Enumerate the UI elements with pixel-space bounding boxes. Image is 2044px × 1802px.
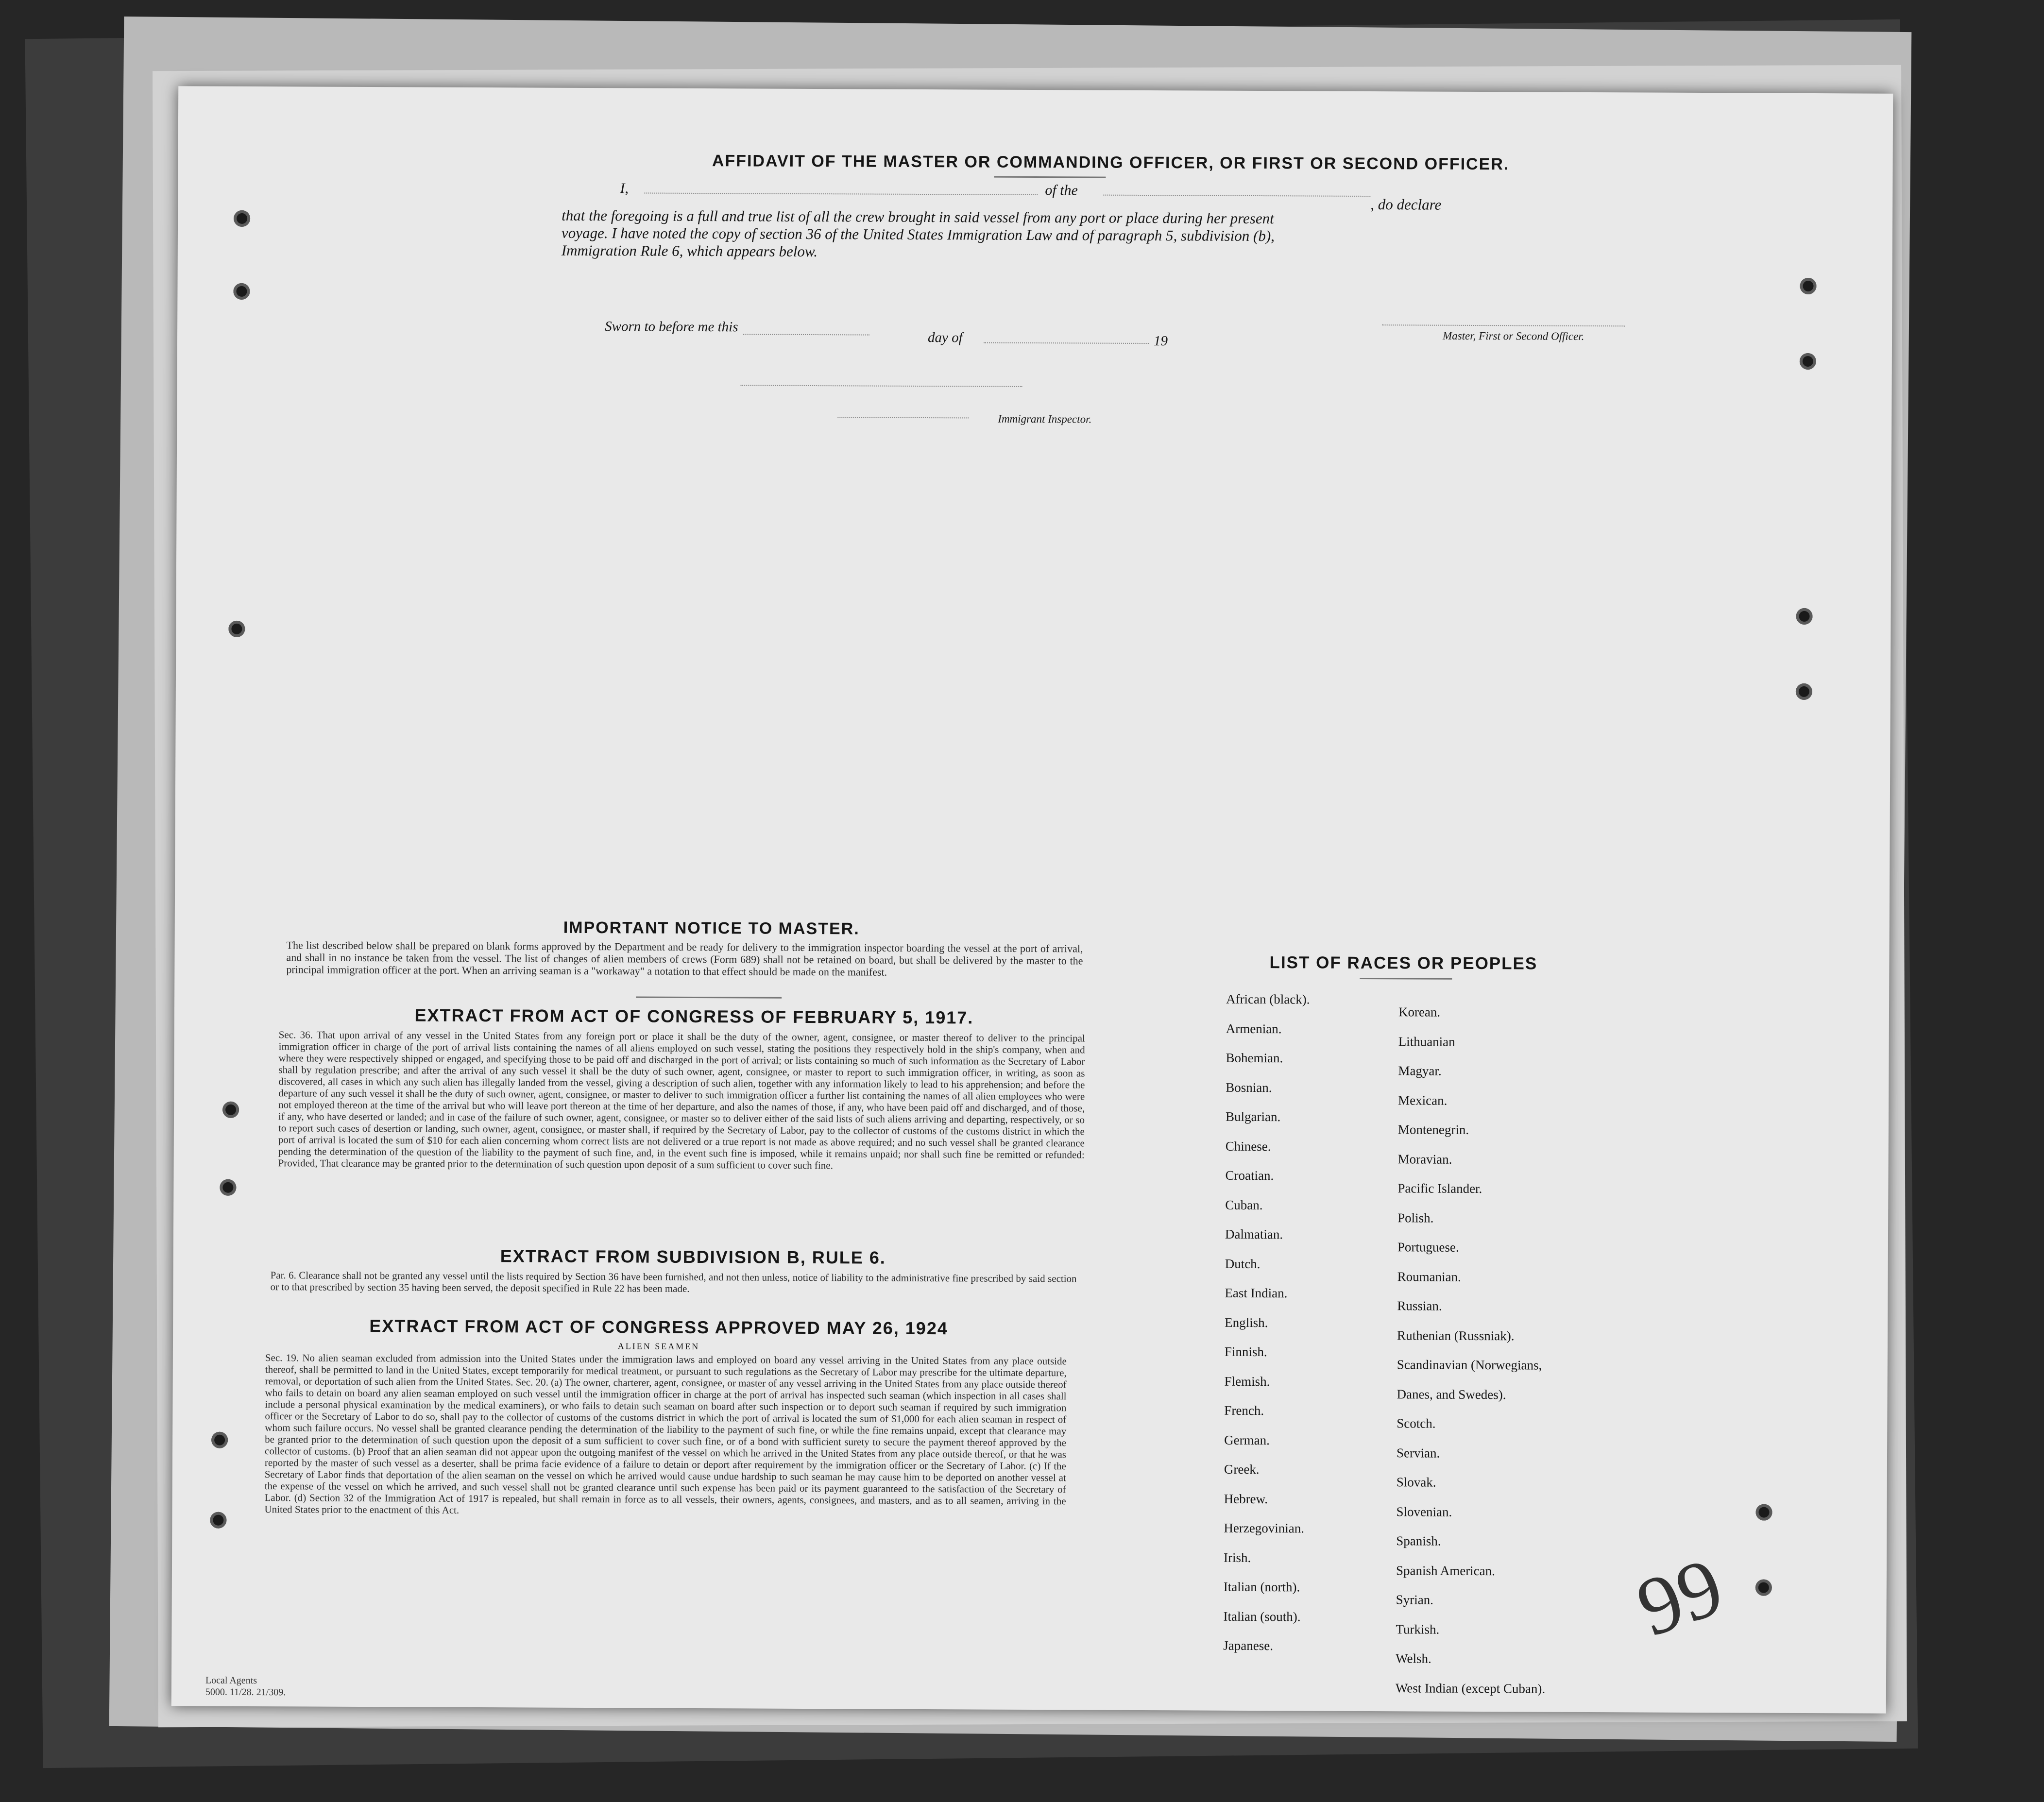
race-entry: Turkish. [1396, 1621, 1440, 1637]
inspector-signature-line [837, 417, 969, 418]
race-entry: Italian (north). [1223, 1579, 1300, 1595]
race-entry: Lithuanian [1398, 1034, 1455, 1049]
punch-hole [228, 621, 245, 637]
race-entry: Greek. [1224, 1462, 1260, 1477]
race-entry: Portuguese. [1397, 1240, 1459, 1255]
race-entry: English. [1225, 1315, 1268, 1330]
extract-1917-heading: EXTRACT FROM ACT OF CONGRESS OF FEBRUARY 5, 1917. [414, 1005, 974, 1028]
race-entry: Armenian. [1226, 1021, 1282, 1036]
race-entry: Spanish. [1396, 1533, 1441, 1548]
races-heading: LIST OF RACES OR PEOPLES [1269, 953, 1538, 973]
footer [205, 1675, 286, 1699]
race-entry: Hebrew. [1224, 1491, 1268, 1506]
race-entry: Magyar. [1398, 1063, 1442, 1078]
race-entry: Polish. [1397, 1210, 1434, 1225]
race-entry: Pacific Islander. [1397, 1181, 1482, 1196]
race-entry: Syrian. [1396, 1592, 1434, 1607]
race-entry: Chinese. [1225, 1139, 1271, 1154]
race-entry: Mexican. [1398, 1092, 1448, 1108]
race-entry: Dalmatian. [1225, 1226, 1283, 1242]
name-blank [644, 193, 1038, 196]
punch-hole [211, 1432, 228, 1448]
race-entry: Danes, and Swedes). [1397, 1386, 1506, 1402]
race-entry: Finnish. [1224, 1344, 1267, 1360]
affidavit-i-label: I, [620, 180, 629, 197]
extract-1917-text: Sec. 36. That upon arrival of any vessel in the United States from any foreign port or place it shall be the duty of the owner, agent, consignee, or master thereof to deliver to the principal immigration officer in charge of the port of arrival lists containing the names of all aliens employed on such vessel, stating the positions they respectively hold in the ship's company, when and where they were respectively shipped or engaged, and specifying those to be paid off and discharged in the port of arrival; or lists containing so much of such information as the Secretary of Labor shall by regulation prescribe; and after the arrival of any such vessel it shall be the duty of such owner, agent, consignee, or master to report to such immigration officer, in writing, as soon as discovered, all cases in which any such alien has illegally landed from the vessel, giving a description of such alien, together with any information likely to lead to his apprehension; and before the departure of any such vessel it shall be the duty of such owner, agent, consignee, or master to deliver to such immigration officer a further list containing the names of all alien employees who were not employed thereon at the time of the arrival but who will leave port thereon at the time of her departure, and also the names of those, if any, who have been paid off and discharged, and of those, if any, who have deserted or landed; and in case of the failure of such owner, agent, consignee, or master so to deliver either of the said lists of such aliens arriving and departing, respectively, or so to report such cases of desertion or landing, such owner, agent, consignee, or master shall, if required by the Secretary of Labor, pay to the collector of customs of the customs district in which the port of arrival is located the sum of $10 for each alien concerning whom correct lists are not delivered or a true report is not made as above required; and no such vessel shall be granted clearance pending the determination of the question of the liability to the payment of such fine, and, in the event such fine is imposed, while it remains unpaid; nor shall such fine be remitted or refunded: Provided, That clearance may be granted prior to the determination of such question upon deposit of a sum sufficient to cover such fine. [278, 1029, 1085, 1172]
notice-text: The list described below shall be prepared on blank forms approved by the Department and be ready for delivery to the immigration inspector boarding the vessel at the port of arrival, and shall in no instance be taken from the vessel. The list of changes of alien members of crews (Form 689) shall not be retained on board, but shall be delivered by the master to the principal immigration officer at the port. When an arriving seaman is a "workaway" a notation to that effect should be made on the manifest. [286, 939, 1083, 978]
race-entry: East Indian. [1225, 1285, 1288, 1301]
punch-hole [210, 1512, 226, 1529]
affidavit-of-the-label: of the [1045, 182, 1078, 199]
notice-heading: IMPORTANT NOTICE TO MASTER. [563, 918, 860, 938]
punch-hole [1800, 353, 1816, 370]
race-entry: Spanish American. [1396, 1563, 1496, 1578]
race-entry: African (black). [1226, 991, 1310, 1007]
affidavit-heading: AFFIDAVIT OF THE MASTER OR COMMANDING OFFICER, OR FIRST OR SECOND OFFICER. [712, 152, 1510, 174]
punch-hole [1755, 1580, 1772, 1596]
divider [994, 176, 1106, 178]
affidavit-line: voyage. I have noted the copy of section 36 of the United States Immigration Law and of paragraph 5, subdivision (b), [561, 224, 1275, 245]
rule6-heading: EXTRACT FROM SUBDIVISION B, RULE 6. [500, 1246, 886, 1268]
manifest-page [171, 86, 1893, 1713]
month-blank [984, 342, 1149, 344]
punch-hole [222, 1102, 239, 1118]
race-entry: Korean. [1398, 1004, 1441, 1020]
race-entry: Dutch. [1225, 1256, 1260, 1271]
year-label: 19 [1153, 333, 1168, 349]
race-entry: Flemish. [1224, 1374, 1270, 1389]
punch-hole [220, 1179, 236, 1196]
race-entry: Roumanian. [1397, 1269, 1461, 1284]
race-entry: Bohemian. [1226, 1050, 1283, 1066]
race-entry: Irish. [1224, 1550, 1251, 1565]
vessel-blank [1103, 195, 1370, 197]
punch-hole [1796, 608, 1812, 625]
sworn-label: Sworn to before me this [605, 319, 738, 335]
divider [1360, 978, 1452, 980]
race-entry: Bulgarian. [1225, 1109, 1281, 1124]
race-entry: Moravian. [1397, 1151, 1452, 1167]
punch-hole [234, 210, 250, 227]
print-code: 5000. 11/28. 21/309. [205, 1686, 286, 1698]
extract-1924-text: Sec. 19. No alien seaman excluded from admission into the United States under the immigration laws and employed on board any vessel arriving in the United States from any place outside thereof, shall be permitted to land in the United States, except temporarily for medical treatment, or pursuant to such regulations as the Secretary of Labor may prescribe for the ultimate departure, removal, or deportation of such alien from the United States. Sec. 20. (a) The owner, charterer, agent, consignee, or master of any vessel arriving in the United States from any place outside thereof who fails to detain on board any alien seaman employed on such vessel until the immigration officer in charge at the port of arrival has inspected such seaman (which inspection in all cases shall include a personal physical examination by the medical examiners), or who fails to detain such seaman on board after such inspection or to deport such seaman if required by such immigration officer or the Secretary of Labor to do so, shall pay to the collector of customs of the customs district in which the port of arrival is located the sum of $1,000 for each alien seaman in respect of whom such failure occurs. No vessel shall be granted clearance pending the determination of the liability to the payment of such fine, or while the fine remains unpaid, except that clearance may be granted prior to the determination of such question upon the deposit of a sum sufficient to cover such fine, or of a bond with sufficient surety to secure the payment thereof approved by the collector of customs. (b) Proof that an alien seaman did not appear upon the outgoing manifest of the vessel on which he arrived in the United States from any place outside thereof, or that he was reported by the master of such vessel as a deserter, shall be prima facie evidence of a failure to detain or deport after requirement by the immigration officer or the Secretary of Labor. (c) If the Secretary of Labor finds that deportation of the alien seaman on the vessel on which he arrived would cause undue hardship to such seaman he may cause him to be deported on another vessel at the expense of the vessel on which he arrived, and such vessel shall not be granted clearance until such expense has been paid or its payment guaranteed to the satisfaction of the Secretary of Labor. (d) Section 32 of the Immigration Act of 1917 is repealed, but shall remain in force as to all vessels, their owners, agents, consignees, and masters, and as to all seamen, arriving in the United States prior to the enactment of this Act. [264, 1352, 1067, 1516]
notary-line [741, 385, 1022, 387]
punch-hole [233, 283, 250, 300]
day-blank [743, 334, 869, 335]
race-entry: Bosnian. [1226, 1080, 1272, 1095]
race-entry: Welsh. [1396, 1651, 1431, 1666]
inspector-caption: Immigrant Inspector. [998, 412, 1092, 425]
extract-1924-subheading: ALIEN SEAMEN [617, 1341, 700, 1352]
race-entry: West Indian (except Cuban). [1395, 1680, 1546, 1696]
race-entry: Japanese. [1223, 1638, 1274, 1653]
race-entry: Montenegrin. [1397, 1122, 1469, 1137]
divider [636, 996, 782, 998]
race-entry: German. [1224, 1432, 1270, 1447]
race-entry: Ruthenian (Russniak). [1397, 1327, 1515, 1343]
race-entry: Slovak. [1396, 1475, 1436, 1490]
affidavit-line: Immigration Rule 6, which appears below. [561, 241, 818, 260]
affidavit-declare-label: , do declare [1370, 196, 1442, 213]
handwritten-page-number: 99 [1625, 1540, 1735, 1654]
race-entry: Scandinavian (Norwegians, [1397, 1357, 1542, 1373]
race-entry: Cuban. [1225, 1197, 1263, 1212]
day-of-label: day of [927, 330, 963, 346]
rule6-text: Par. 6. Clearance shall not be granted any vessel until the lists required by Section 36 have been furnished, and not then unless, notice of liability to the administrative fine prescribed by said section or to that prescribed by section 35 having been served, the deposit specified in Rule 22 has been made. [270, 1269, 1077, 1294]
race-entry: Russian. [1397, 1298, 1442, 1313]
race-entry: Scotch. [1397, 1416, 1436, 1431]
punch-hole [1800, 278, 1816, 294]
affidavit-text [562, 207, 1591, 264]
punch-hole [1796, 683, 1812, 700]
master-signature-line [1382, 324, 1625, 326]
extract-1924-heading: EXTRACT FROM ACT OF CONGRESS APPROVED MAY 26, 1924 [369, 1316, 949, 1339]
race-entry: Servian. [1396, 1445, 1440, 1461]
master-caption: Master, First or Second Officer. [1443, 329, 1584, 342]
local-agents-label: Local Agents [205, 1675, 257, 1686]
race-entry: Italian (south). [1223, 1609, 1301, 1624]
race-entry: Slovenian. [1396, 1504, 1452, 1519]
race-entry: French. [1224, 1403, 1264, 1418]
affidavit-line: that the foregoing is a full and true list of all the crew brought in said vessel from any port or place during her present [562, 206, 1274, 227]
punch-hole [1755, 1504, 1772, 1521]
races-right-column [1396, 997, 1549, 1703]
race-entry: Croatian. [1225, 1168, 1274, 1183]
races-left-column [1223, 985, 1310, 1661]
race-entry: Herzegovinian. [1224, 1520, 1305, 1536]
